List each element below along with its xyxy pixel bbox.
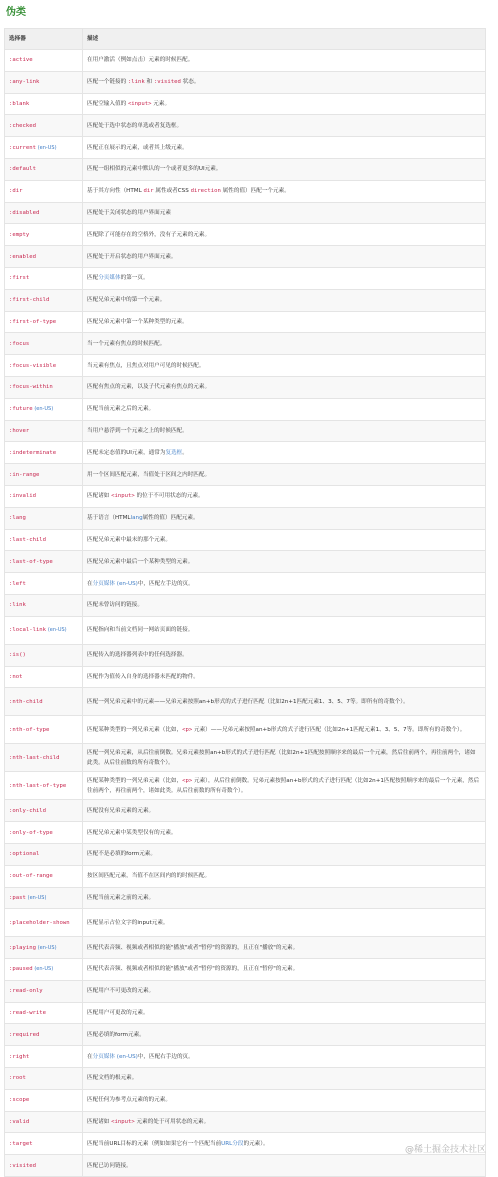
selector-cell — [5, 616, 83, 644]
selector-link[interactable]: :first-of-type — [9, 318, 57, 325]
description-text: 匹配当前URL目标的元素（例如如果它有一个匹配当前 — [87, 1140, 222, 1147]
table-row — [5, 398, 486, 420]
locale-tag-link[interactable]: (en-US) — [47, 627, 67, 634]
table-row — [5, 744, 486, 772]
selector-link[interactable]: :scope — [9, 1097, 30, 1104]
description-text: 匹配兄弟元素中最末的那个元素。 — [87, 536, 171, 543]
description-cell — [83, 420, 486, 442]
table-row — [5, 71, 486, 93]
table-row — [5, 772, 486, 800]
selector-cell — [5, 50, 83, 72]
selector-link[interactable]: :past — [9, 894, 26, 901]
description-text: 元素）——兄弟元素按照an+b形式的式子进行匹配（比如2n+1匹配元素1、3、5、7等。即所有的奇数个）。 — [192, 726, 466, 733]
description-cell — [83, 865, 486, 887]
table-row — [5, 202, 486, 224]
selector-cell — [5, 909, 83, 937]
table-row — [5, 1068, 486, 1090]
description-text: 在用户激活（例如点击）元素的时候匹配。 — [87, 57, 194, 64]
description-text: 匹配一组相似的元素中默认的一个或者更多的UI元素。 — [87, 166, 222, 173]
selector-cell — [5, 644, 83, 666]
description-text: 匹配传入的选择器列表中的任何选择器。 — [87, 652, 188, 659]
description-text: 匹配未定态值的UI元素，通常为 — [87, 449, 166, 456]
selector-link[interactable]: :last-child — [9, 536, 47, 543]
description-cell — [83, 267, 486, 289]
selector-cell — [5, 224, 83, 246]
description-cell — [83, 594, 486, 616]
description-text: 匹配兄弟元素中最后一个某种类型的元素。 — [87, 558, 194, 565]
selector-cell — [5, 1155, 83, 1177]
selector-link[interactable]: :read-write — [9, 1010, 47, 1017]
description-text: 中，匹配右手边的页。 — [137, 1053, 194, 1060]
selector-cell — [5, 180, 83, 202]
table-body — [5, 50, 486, 1177]
description-cell — [83, 202, 486, 224]
table-row — [5, 822, 486, 844]
description-text: 匹配处于关闭状态的用户界面元素 — [87, 209, 171, 216]
selector-link[interactable]: :first — [9, 275, 30, 282]
description-link[interactable]: (en-US) — [116, 1053, 138, 1060]
description-cell — [83, 289, 486, 311]
locale-tag-link[interactable]: (en-US) — [37, 144, 57, 151]
description-cell — [83, 158, 486, 180]
description-text: 匹配诸如 — [87, 1119, 112, 1126]
description-link[interactable]: 分页媒体 — [92, 580, 115, 587]
locale-tag-link[interactable]: (en-US) — [37, 944, 57, 951]
selector-link[interactable]: :only-of-type — [9, 829, 53, 836]
selector-cell — [5, 594, 83, 616]
selector-cell — [5, 744, 83, 772]
table-row — [5, 376, 486, 398]
selector-link[interactable]: :paused — [9, 966, 33, 973]
selector-cell — [5, 158, 83, 180]
description-cell — [83, 115, 486, 137]
column-header-description: 描述 — [83, 29, 486, 50]
description-cell — [83, 224, 486, 246]
inline-code: :visited — [153, 79, 181, 86]
description-text: 。 — [182, 449, 188, 456]
description-text: 匹配已访问链接。 — [87, 1162, 132, 1169]
locale-tag-link[interactable]: (en-US) — [27, 894, 47, 901]
description-text: 匹配兄弟元素中某类型仅有的元素。 — [87, 829, 177, 836]
description-text: 属性的值）匹配一个元素。 — [220, 188, 290, 195]
description-text: 匹配指向和当前文档同一网站页面的链接。 — [87, 627, 194, 634]
selector-cell — [5, 333, 83, 355]
selector-cell — [5, 800, 83, 822]
description-text: 匹配代表音频、视频或者相似的能"播放"或者"暂停"的资源的，且正在"暂停"的元素。 — [87, 966, 299, 973]
description-cell — [83, 573, 486, 595]
description-link[interactable]: 分页媒体 — [98, 275, 121, 282]
selector-cell — [5, 980, 83, 1002]
table-row — [5, 224, 486, 246]
description-cell — [83, 772, 486, 800]
description-text: 匹配代表音频、视频或者相似的能"播放"或者"暂停"的资源的，且正在"播放"的元素。 — [87, 944, 299, 951]
description-cell — [83, 822, 486, 844]
description-cell — [83, 529, 486, 551]
inline-code: <input> — [111, 493, 135, 500]
description-text: 匹配任何为参考点元素的的元素。 — [87, 1097, 171, 1104]
selector-link[interactable]: :target — [9, 1140, 33, 1147]
description-text: 匹配一列兄弟元素，从后往前倒数。兄弟元素按照an+b形式的式子进行匹配（比如2n+1匹配按照顺序来的最后一个元素，然后往前两个，再往前两个，诸如此类。从后往前数的所有奇数个）。 — [87, 749, 476, 766]
description-cell — [83, 464, 486, 486]
description-link[interactable]: URL分段 — [221, 1140, 244, 1147]
description-text: 匹配未曾访问的链接。 — [87, 602, 143, 609]
selector-cell — [5, 887, 83, 909]
description-cell — [83, 800, 486, 822]
description-text: 状态。 — [180, 79, 200, 86]
table-row — [5, 616, 486, 644]
table-row — [5, 1024, 486, 1046]
selector-link[interactable]: :empty — [9, 231, 30, 238]
description-text: 元素的处于可用状态的元素。 — [134, 1119, 210, 1126]
selector-link[interactable]: :checked — [9, 122, 36, 129]
table-row — [5, 800, 486, 822]
selector-cell — [5, 1024, 83, 1046]
selector-link[interactable]: :hover — [9, 427, 30, 434]
selector-cell — [5, 464, 83, 486]
selector-link[interactable]: :future — [9, 406, 33, 413]
selector-cell — [5, 1002, 83, 1024]
description-cell — [83, 843, 486, 865]
description-text: 的位于不可用状态的元素。 — [134, 493, 204, 500]
selector-link[interactable]: :disabled — [9, 209, 40, 216]
selector-link[interactable]: :out-of-range — [9, 873, 53, 880]
description-text: 中，匹配左手边的页。 — [137, 580, 194, 587]
table-row — [5, 289, 486, 311]
selector-link[interactable]: :in-range — [9, 471, 40, 478]
table-row — [5, 50, 486, 72]
selector-cell — [5, 289, 83, 311]
selector-link[interactable]: :blank — [9, 100, 30, 107]
selector-cell — [5, 507, 83, 529]
selector-link[interactable]: :playing — [9, 944, 36, 951]
description-text: 匹配用户可更改的元素。 — [87, 1010, 149, 1017]
description-cell — [83, 716, 486, 744]
description-text: 匹配处于开启状态的用户界面元素。 — [87, 253, 177, 260]
selector-cell — [5, 1046, 83, 1068]
locale-tag-link[interactable]: (en-US) — [34, 406, 54, 413]
selector-cell — [5, 398, 83, 420]
description-cell — [83, 376, 486, 398]
inline-code: direction — [190, 188, 221, 195]
description-cell — [83, 1111, 486, 1133]
description-text: 元素。 — [151, 100, 171, 107]
description-text: 匹配除了可能存在的空格外，没有子元素的元素。 — [87, 231, 211, 238]
description-text: 匹配显示占位文字的input元素。 — [87, 919, 169, 926]
description-text: 匹配一列兄弟元素中的元素——兄弟元素按照an+b形式的式子进行匹配（比如2n+1匹配元素1、3、5、7等。即所有的奇数个）。 — [87, 698, 409, 705]
selector-link[interactable]: :dir — [9, 188, 23, 195]
selector-link[interactable]: :lang — [9, 515, 26, 522]
selector-cell — [5, 420, 83, 442]
selector-cell — [5, 551, 83, 573]
description-cell — [83, 180, 486, 202]
description-text: 匹配某种类型的一列兄弟元素（比如， — [87, 777, 183, 784]
description-text: 匹配当前元素之后的元素。 — [87, 406, 155, 413]
selector-link[interactable]: :root — [9, 1075, 26, 1082]
description-text: 和 — [144, 79, 154, 86]
selector-link[interactable]: :nth-child — [9, 698, 43, 705]
table-row — [5, 529, 486, 551]
selector-link[interactable]: :not — [9, 673, 23, 680]
selector-link[interactable]: :visited — [9, 1162, 36, 1169]
description-text: 按区间匹配元素，当值不在区间内的的时候匹配。 — [87, 873, 211, 880]
selector-link[interactable]: :enabled — [9, 253, 36, 260]
description-cell — [83, 666, 486, 688]
selector-link[interactable]: :only-child — [9, 807, 47, 814]
table-row — [5, 1046, 486, 1068]
table-row — [5, 246, 486, 268]
selector-link[interactable]: :is() — [9, 652, 26, 659]
description-text: 匹配有焦点的元素，以及子代元素有焦点的元素。 — [87, 384, 211, 391]
selector-link[interactable]: :local-link — [9, 627, 47, 634]
selector-cell — [5, 355, 83, 377]
description-cell — [83, 355, 486, 377]
table-row — [5, 1155, 486, 1177]
selector-cell — [5, 959, 83, 981]
selector-link[interactable]: :read-only — [9, 988, 43, 995]
selector-link[interactable]: :placeholder-shown — [9, 919, 70, 926]
description-cell — [83, 1155, 486, 1177]
description-text: 的第一页。 — [120, 275, 149, 282]
selector-link[interactable]: :focus-within — [9, 384, 53, 391]
selector-cell — [5, 865, 83, 887]
selector-link[interactable]: :nth-last-of-type — [9, 782, 67, 789]
description-link[interactable]: (en-US) — [116, 580, 138, 587]
selector-cell — [5, 573, 83, 595]
description-text: 在 — [87, 1053, 93, 1060]
selector-cell — [5, 246, 83, 268]
description-text: 在 — [87, 580, 93, 587]
table-row — [5, 355, 486, 377]
table-row — [5, 420, 486, 442]
description-text: 元素），从后往前倒数。兄弟元素按照an+b形式的式子进行匹配（比如2n+1匹配按照顺序来的最后一个元素，然后往前两个，再往前两个，诸如此类。从后往前数的所有奇数个）。 — [87, 777, 480, 794]
description-cell — [83, 442, 486, 464]
table-row — [5, 1002, 486, 1024]
description-text: 匹配 — [87, 275, 99, 282]
description-cell — [83, 909, 486, 937]
selector-cell — [5, 93, 83, 115]
table-row — [5, 865, 486, 887]
description-text: 匹配不是必填的form元素。 — [87, 851, 156, 858]
table-row — [5, 485, 486, 507]
selector-cell — [5, 772, 83, 800]
selector-link[interactable]: :nth-last-child — [9, 754, 60, 761]
selector-link[interactable]: :first-child — [9, 297, 50, 304]
description-text: 匹配当前元素之前的元素。 — [87, 894, 155, 901]
table-row — [5, 843, 486, 865]
column-header-selector: 选择器 — [5, 29, 83, 50]
selector-cell — [5, 1068, 83, 1090]
table-row — [5, 93, 486, 115]
description-cell — [83, 398, 486, 420]
selector-cell — [5, 843, 83, 865]
selector-link[interactable]: :active — [9, 57, 33, 64]
selector-cell — [5, 688, 83, 716]
selector-link[interactable]: :required — [9, 1031, 40, 1038]
inline-code: <p> — [182, 777, 193, 784]
description-text: 匹配文档的根元素。 — [87, 1075, 138, 1082]
table-row — [5, 1089, 486, 1111]
description-cell — [83, 688, 486, 716]
selector-cell — [5, 71, 83, 93]
selector-cell — [5, 1133, 83, 1155]
table-row — [5, 594, 486, 616]
inline-code: :link — [127, 79, 145, 86]
selector-cell — [5, 311, 83, 333]
selector-cell — [5, 202, 83, 224]
description-text: 匹配用户不可更改的元素。 — [87, 988, 155, 995]
description-cell — [83, 744, 486, 772]
selector-cell — [5, 137, 83, 159]
description-text: 当一个元素有焦点的时候匹配。 — [87, 340, 166, 347]
selector-link[interactable]: :current — [9, 144, 36, 151]
selector-cell — [5, 115, 83, 137]
description-text: 匹配必填的form元素。 — [87, 1031, 145, 1038]
table-row — [5, 959, 486, 981]
description-cell — [83, 507, 486, 529]
selector-link[interactable]: :valid — [9, 1119, 30, 1126]
description-text: 匹配兄弟元素中的第一个元素。 — [87, 297, 166, 304]
description-cell — [83, 246, 486, 268]
selector-cell — [5, 1089, 83, 1111]
selector-cell — [5, 267, 83, 289]
selector-link[interactable]: :left — [9, 580, 26, 587]
table-row — [5, 573, 486, 595]
table-row — [5, 980, 486, 1002]
inline-code: dir — [143, 188, 154, 195]
description-cell — [83, 959, 486, 981]
description-text: 匹配正在展示的元素，或者其上级元素。 — [87, 144, 188, 151]
inline-code: <input> — [127, 100, 152, 107]
description-text: 匹配诸如 — [87, 493, 112, 500]
table-row — [5, 507, 486, 529]
description-cell — [83, 616, 486, 644]
section-heading: 伪类 — [6, 7, 26, 18]
selector-cell — [5, 937, 83, 959]
table-row — [5, 1111, 486, 1133]
description-text: 匹配作为值传入自身的选择器未匹配的物件。 — [87, 673, 199, 680]
description-cell — [83, 1046, 486, 1068]
description-text: 基于其方向性（HTML — [87, 188, 144, 195]
description-text: 属性或者CSS — [153, 188, 191, 195]
table-row — [5, 115, 486, 137]
selector-cell — [5, 1111, 83, 1133]
description-cell — [83, 50, 486, 72]
description-cell — [83, 644, 486, 666]
table-row — [5, 137, 486, 159]
selector-link[interactable]: :right — [9, 1053, 30, 1060]
description-cell — [83, 93, 486, 115]
description-text: 匹配空输入值的 — [87, 100, 128, 107]
selector-cell — [5, 376, 83, 398]
description-link[interactable]: 分页媒体 — [92, 1053, 115, 1060]
selector-link[interactable]: :focus-visible — [9, 362, 57, 369]
selector-link[interactable]: :any-link — [9, 79, 40, 86]
description-cell — [83, 485, 486, 507]
selector-link[interactable]: :nth-of-type — [9, 726, 50, 733]
selector-cell — [5, 666, 83, 688]
table-row — [5, 909, 486, 937]
table-row — [5, 688, 486, 716]
table-row — [5, 180, 486, 202]
table-row — [5, 333, 486, 355]
description-cell — [83, 1089, 486, 1111]
description-cell — [83, 980, 486, 1002]
table-header-row — [5, 29, 486, 50]
description-cell — [83, 937, 486, 959]
selector-link[interactable]: :optional — [9, 851, 40, 858]
description-text: 匹配没有兄弟元素的元素。 — [87, 807, 155, 814]
description-text: 匹配一个链接的 — [87, 79, 128, 86]
description-text: 匹配兄弟元素中第一个某种类型的元素。 — [87, 318, 188, 325]
selector-cell — [5, 442, 83, 464]
table-row — [5, 666, 486, 688]
description-cell — [83, 1002, 486, 1024]
description-text: 属性的值）匹配元素。 — [142, 515, 199, 522]
selector-link[interactable]: :link — [9, 602, 26, 609]
table-row — [5, 464, 486, 486]
description-cell — [83, 887, 486, 909]
pseudo-class-table — [4, 28, 486, 1177]
table-row — [5, 937, 486, 959]
table-row — [5, 716, 486, 744]
description-cell — [83, 311, 486, 333]
description-cell — [83, 137, 486, 159]
selector-cell — [5, 529, 83, 551]
locale-tag-link[interactable]: (en-US) — [34, 966, 54, 973]
description-cell — [83, 1068, 486, 1090]
description-text: 的元素）。 — [243, 1140, 269, 1147]
selector-cell — [5, 485, 83, 507]
selector-link[interactable]: :default — [9, 166, 36, 173]
selector-link[interactable]: :last-of-type — [9, 558, 53, 565]
table-row — [5, 551, 486, 573]
selector-cell — [5, 822, 83, 844]
table-row — [5, 887, 486, 909]
description-cell — [83, 333, 486, 355]
table-row — [5, 442, 486, 464]
inline-code: <input> — [111, 1119, 135, 1126]
table-row — [5, 158, 486, 180]
description-cell — [83, 551, 486, 573]
watermark: @稀土掘金技术社区 — [404, 1145, 486, 1155]
description-link[interactable]: 复选框 — [165, 449, 183, 456]
selector-link[interactable]: :focus — [9, 340, 30, 347]
selector-link[interactable]: :invalid — [9, 493, 36, 500]
table-row — [5, 267, 486, 289]
table-row — [5, 644, 486, 666]
description-text: 基于语言（HTML — [87, 515, 131, 522]
description-text: 匹配某种类型的一列兄弟元素（比如， — [87, 726, 183, 733]
description-text: 当用户悬浮到一个元素之上的时候匹配。 — [87, 427, 188, 434]
table-row — [5, 311, 486, 333]
description-link[interactable]: lang — [130, 515, 143, 522]
selector-link[interactable]: :indeterminate — [9, 449, 57, 456]
description-cell — [83, 71, 486, 93]
selector-cell — [5, 716, 83, 744]
description-text: 用一个区间匹配元素，当值处于区间之内时匹配。 — [87, 471, 211, 478]
description-text: 当元素有焦点，且焦点对用户可见的时候匹配。 — [87, 362, 205, 369]
description-text: 匹配处于选中状态的单选或者复选框。 — [87, 122, 183, 129]
description-cell — [83, 1024, 486, 1046]
inline-code: <p> — [182, 726, 193, 733]
